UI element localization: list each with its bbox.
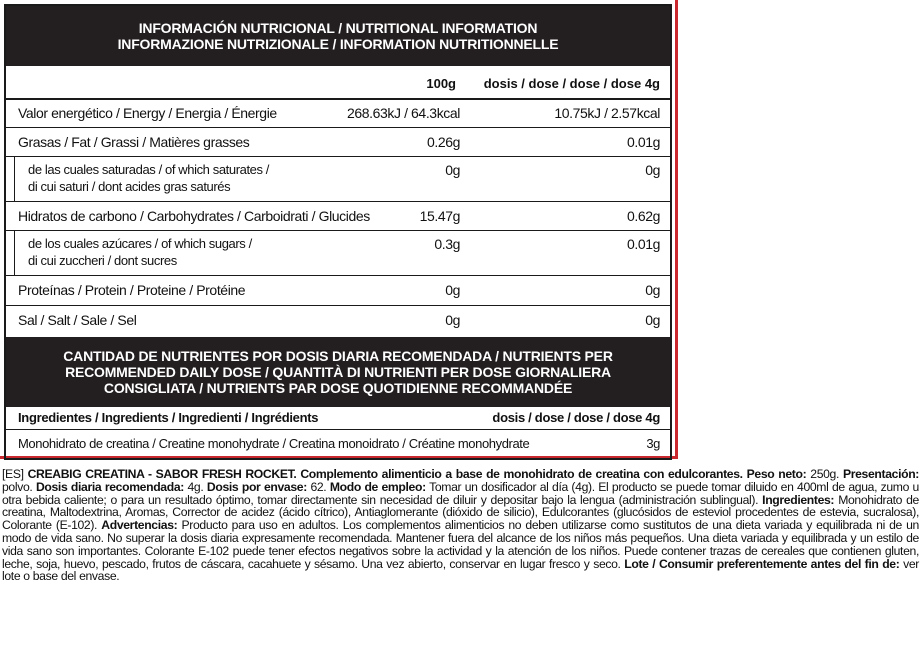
col-per100: 100g <box>426 76 456 91</box>
row-value-100g: 0g <box>445 162 460 178</box>
col-per-dose: dosis / dose / dose / dose 4g <box>483 76 660 91</box>
nutrition-table <box>4 4 672 460</box>
text-bold: Presentación: <box>842 467 920 481</box>
row-value-100g: 0.26g <box>426 134 460 150</box>
text-bold: Modo de empleo: <box>329 479 426 494</box>
table-row-protein <box>6 276 670 306</box>
text-span: 4g. <box>183 479 207 494</box>
ingredient-value: 3g <box>646 436 660 451</box>
row-indent-line <box>14 156 15 202</box>
text-span: polvo. <box>2 479 36 494</box>
header-line-2: INFORMAZIONE NUTRIZIONALE / INFORMATION NUTRITIONNELLE <box>117 36 559 52</box>
text-span: 250g. <box>806 467 843 481</box>
row-value-dose: 0g <box>645 312 660 328</box>
header2-line-2: RECOMMENDED DAILY DOSE / QUANTITÀ DI NUTRIENTI PER DOSE GIORNALIERA <box>65 364 611 380</box>
ingredients-header-dose: dosis / dose / dose / dose 4g <box>492 410 660 425</box>
ingredients-header-label: Ingredientes / Ingredients / Ingredienti / Ingrédients <box>18 410 319 425</box>
row-value-dose: 0g <box>645 162 660 178</box>
text-bold: Dosis por envase: <box>206 479 307 494</box>
row-label: Sal / Salt / Sale / Sel <box>18 312 137 328</box>
row-label: Valor energético / Energy / Energia / Énergie <box>18 105 277 121</box>
nutrition-header <box>6 6 670 66</box>
ingredient-label: Monohidrato de creatina / Creatine monohydrate / Creatina monoidrato / Créatine monohydrate <box>18 436 530 451</box>
table-row-saturates <box>6 157 670 202</box>
text-span: 62. <box>306 479 330 494</box>
ingredients-header <box>6 407 670 430</box>
row-label-line-1: de las cuales saturadas / of which saturates / <box>28 162 270 177</box>
text-span: Monohidrato de creatina, Maltodextrina, Aromas, Corrector de acidez (ácido cítrico), Antiaglomerante (dióxido de silicio), Edulcorantes (glucósidos de esteviol procedentes de estevia, sucralosa), Colorante (E-102). <box>2 492 919 533</box>
row-label: Proteínas / Protein / Proteine / Protéine <box>18 282 246 298</box>
table-row-salt <box>6 306 670 336</box>
text-bold: Dosis diaria recomendada: <box>35 479 184 494</box>
table-row-fat <box>6 128 670 157</box>
text-span: Tomar un dosificador al día (4g). El producto se puede tomar diluido en 400ml de agua, zumo u otra bebida caliente; o para un resultado óptimo, tomar directamente sin necesidad de diluir y depositar bajo la lengua (administración sublingual). <box>2 479 919 507</box>
text-span: ver lote o base del envase. <box>2 556 919 584</box>
row-label: Hidratos de carbono / Carbohydrates / Carboidrati / Glucides <box>18 208 370 224</box>
ingredient-row-creatine <box>6 433 670 455</box>
row-value-100g: 0.3g <box>434 236 460 252</box>
column-headers <box>6 70 670 100</box>
row-value-dose: 0g <box>645 282 660 298</box>
row-value-100g: 268.63kJ / 64.3kcal <box>346 105 460 121</box>
row-label-line-2: di cui zuccheri / dont sucres <box>28 253 177 268</box>
table-row-carbohydrates <box>6 202 670 231</box>
text-bold: Lote / Consumir preferentemente antes del fin de: <box>624 556 900 571</box>
row-label-line-1: de los cuales azúcares / of which sugars / <box>28 236 252 251</box>
daily-dose-header <box>6 337 670 407</box>
row-label-line-2: di cui saturi / dont acides gras saturés <box>28 179 231 194</box>
header2-line-1: CANTIDAD DE NUTRIENTES POR DOSIS DIARIA RECOMENDADA / NUTRIENTS PER <box>63 348 613 364</box>
row-value-100g: 0g <box>445 282 460 298</box>
row-value-100g: 15.47g <box>419 208 460 224</box>
header2-line-3: CONSIGLIATA / NUTRIENTS PAR DOSE QUOTIDIENNE RECOMMANDÉE <box>103 380 573 396</box>
text-span: Producto para uso en adultos. Los complementos alimenticios no deben utilizarse como sustitutos de una dieta variada y equilibrada ni de un modo de vida sano. No superar la dosis diaria expresamente recomendada. Mantener fuera del alcance de los niños más pequeños. Una dieta variada y equilibrada y un estilo de vida sano son importantes. Colorante E-102 puede tener efectos negativos sobre la actividad y la atención de los niños. Puede contener trazas de cereales que contienen gluten, leche, soja, huevo, pescado, frutos de cáscara, cacahuete y sésamo. Una vez abierto, conservar en lugar fresco y seco. <box>2 518 919 571</box>
row-indent-line <box>14 230 15 276</box>
text-bold: Ingredientes: <box>762 492 835 507</box>
row-value-dose: 10.75kJ / 2.57kcal <box>554 105 660 121</box>
text-span: [ES] <box>2 467 28 481</box>
row-value-dose: 0.01g <box>626 134 660 150</box>
table-row-energy <box>6 99 670 128</box>
row-value-dose: 0.62g <box>626 208 660 224</box>
row-label: Grasas / Fat / Grassi / Matières grasses <box>18 134 250 150</box>
header-line-1: INFORMACIÓN NUTRICIONAL / NUTRITIONAL INFORMATION <box>138 20 538 36</box>
product-description <box>2 468 919 583</box>
row-value-dose: 0.01g <box>626 236 660 252</box>
table-row-sugars <box>6 231 670 276</box>
text-bold: Advertencias: <box>101 518 178 533</box>
row-value-100g: 0g <box>445 312 460 328</box>
text-bold: CREABIG CREATINA - SABOR FRESH ROCKET. Complemento alimenticio a base de monohidrato de creatina con edulcorantes. Peso neto: <box>27 467 807 481</box>
